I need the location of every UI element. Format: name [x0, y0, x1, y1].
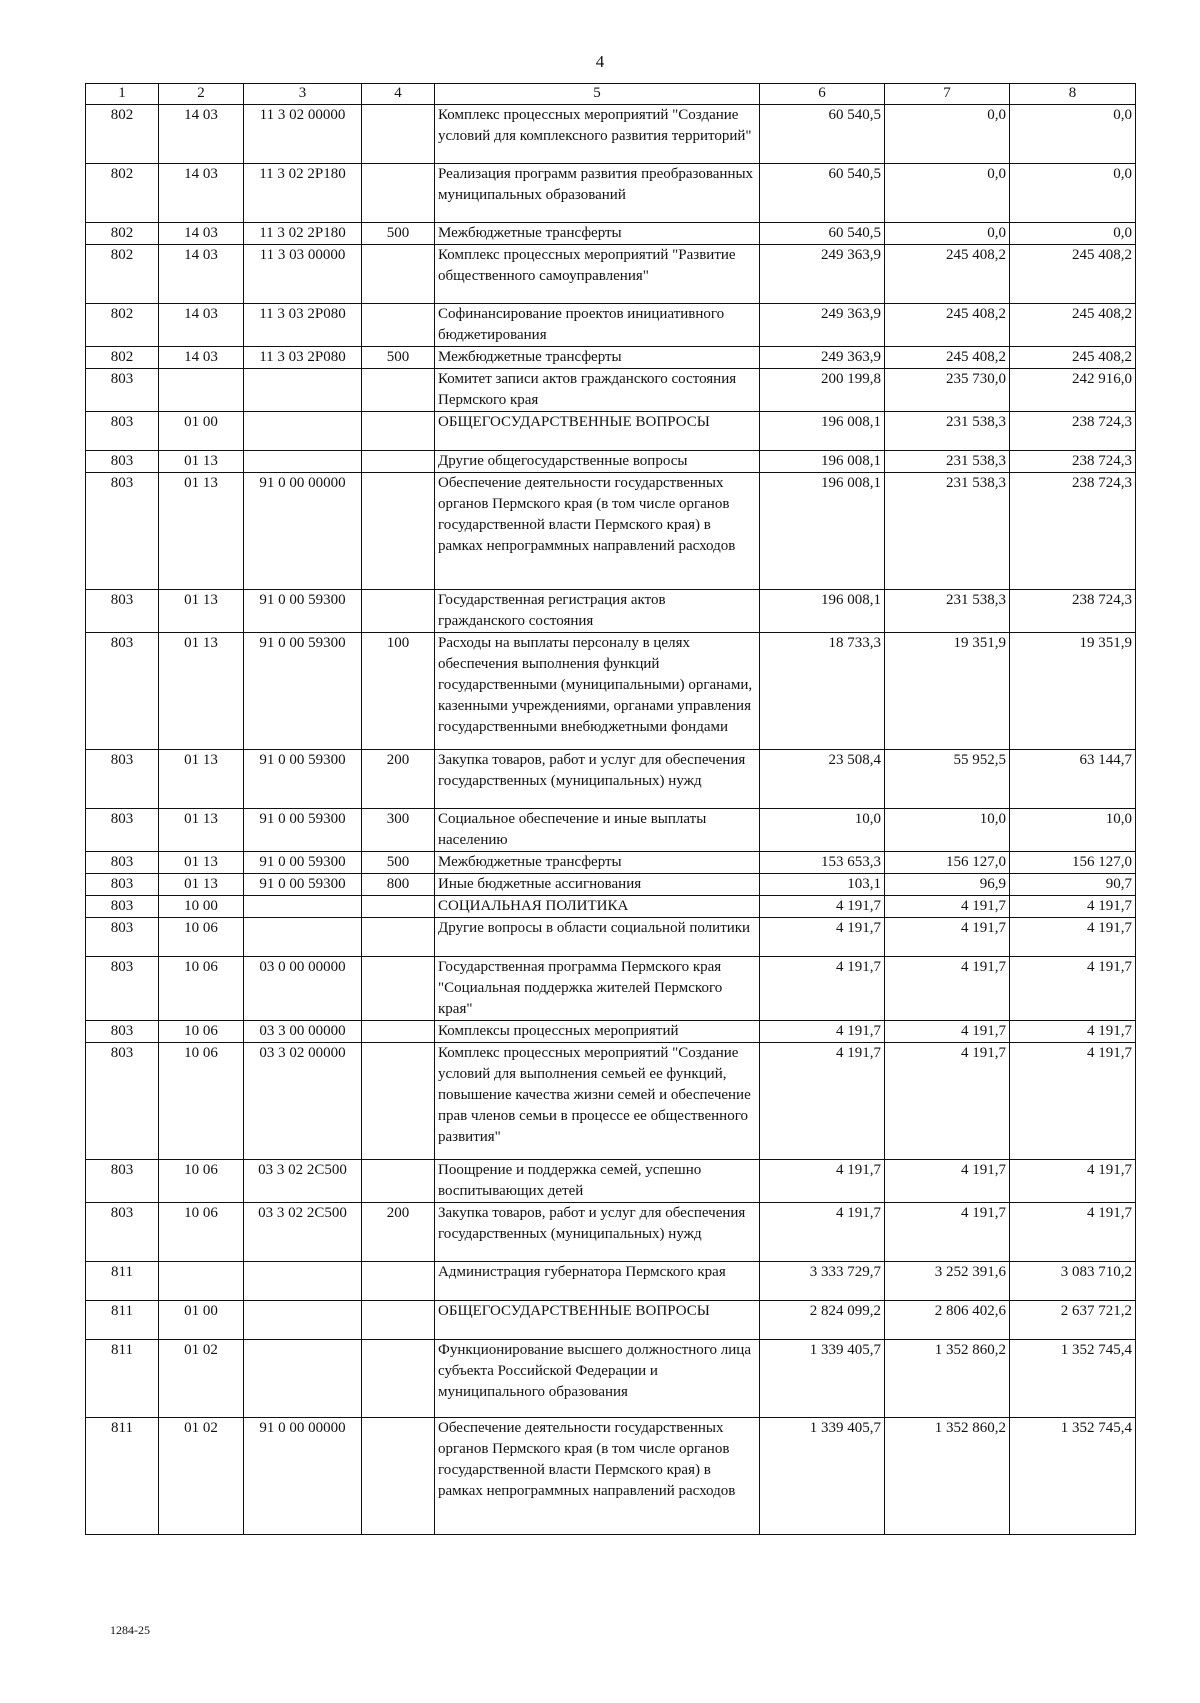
- cell-amount-col8: 4 191,7: [1010, 1021, 1136, 1043]
- cell-amount-col6: 60 540,5: [760, 105, 885, 164]
- cell-amount-col6: 4 191,7: [760, 918, 885, 957]
- cell-amount-col7: 245 408,2: [885, 304, 1010, 347]
- cell-target-article: 11 3 03 2P080: [244, 304, 362, 347]
- cell-expense-type: [362, 1340, 435, 1418]
- cell-amount-col6: 10,0: [760, 809, 885, 852]
- table-row: [86, 164, 1136, 223]
- cell-expense-type: [362, 105, 435, 164]
- cell-ministry-code: 803: [86, 412, 159, 451]
- cell-section-code: [159, 369, 244, 412]
- cell-section-code: 10 06: [159, 1021, 244, 1043]
- cell-amount-col8: 242 916,0: [1010, 369, 1136, 412]
- cell-expense-type: [362, 1418, 435, 1535]
- cell-target-article: 11 3 03 2P080: [244, 347, 362, 369]
- cell-ministry-code: 803: [86, 1021, 159, 1043]
- cell-ministry-code: 802: [86, 245, 159, 304]
- cell-section-code: 01 13: [159, 852, 244, 874]
- cell-expense-type: [362, 369, 435, 412]
- cell-section-code: [159, 1262, 244, 1301]
- cell-amount-col8: 4 191,7: [1010, 1043, 1136, 1160]
- table-row: [86, 473, 1136, 590]
- cell-amount-col7: 0,0: [885, 164, 1010, 223]
- cell-section-code: 14 03: [159, 304, 244, 347]
- cell-target-article: 91 0 00 00000: [244, 473, 362, 590]
- cell-expense-type: [362, 412, 435, 451]
- cell-section-code: 14 03: [159, 105, 244, 164]
- cell-ministry-code: 802: [86, 164, 159, 223]
- cell-ministry-code: 811: [86, 1340, 159, 1418]
- cell-ministry-code: 803: [86, 750, 159, 809]
- cell-amount-col6: 4 191,7: [760, 1043, 885, 1160]
- cell-description: Комплекс процессных мероприятий "Развитие общественного самоуправления": [435, 245, 760, 304]
- cell-amount-col8: 2 637 721,2: [1010, 1301, 1136, 1340]
- cell-description: Реализация программ развития преобразованных муниципальных образований: [435, 164, 760, 223]
- table-row: [86, 1262, 1136, 1301]
- header-row: [86, 84, 1136, 105]
- cell-amount-col7: 19 351,9: [885, 633, 1010, 750]
- cell-amount-col8: 156 127,0: [1010, 852, 1136, 874]
- table-row: [86, 896, 1136, 918]
- cell-section-code: 01 02: [159, 1418, 244, 1535]
- table-row: [86, 245, 1136, 304]
- cell-amount-col8: 10,0: [1010, 809, 1136, 852]
- cell-target-article: 91 0 00 59300: [244, 852, 362, 874]
- cell-amount-col8: 4 191,7: [1010, 1203, 1136, 1262]
- cell-expense-type: [362, 451, 435, 473]
- cell-target-article: [244, 918, 362, 957]
- cell-amount-col7: 235 730,0: [885, 369, 1010, 412]
- cell-amount-col7: 4 191,7: [885, 896, 1010, 918]
- cell-amount-col8: 238 724,3: [1010, 412, 1136, 451]
- cell-amount-col6: 196 008,1: [760, 590, 885, 633]
- table-row: [86, 451, 1136, 473]
- cell-amount-col6: 2 824 099,2: [760, 1301, 885, 1340]
- cell-amount-col6: 249 363,9: [760, 347, 885, 369]
- cell-section-code: 01 13: [159, 633, 244, 750]
- cell-amount-col7: 245 408,2: [885, 245, 1010, 304]
- header-cell-3: 3: [244, 84, 362, 105]
- table-row: [86, 1160, 1136, 1203]
- cell-amount-col8: 4 191,7: [1010, 896, 1136, 918]
- cell-description: Межбюджетные трансферты: [435, 347, 760, 369]
- cell-amount-col8: 245 408,2: [1010, 347, 1136, 369]
- cell-description: Другие вопросы в области социальной политики: [435, 918, 760, 957]
- cell-expense-type: 200: [362, 1203, 435, 1262]
- cell-target-article: 11 3 02 2P180: [244, 164, 362, 223]
- cell-amount-col6: 1 339 405,7: [760, 1340, 885, 1418]
- cell-description: Комитет записи актов гражданского состояния Пермского края: [435, 369, 760, 412]
- cell-description: Поощрение и поддержка семей, успешно воспитывающих детей: [435, 1160, 760, 1203]
- cell-target-article: 91 0 00 59300: [244, 750, 362, 809]
- cell-section-code: 10 06: [159, 1160, 244, 1203]
- cell-target-article: 11 3 02 2P180: [244, 223, 362, 245]
- cell-amount-col7: 55 952,5: [885, 750, 1010, 809]
- cell-expense-type: 500: [362, 223, 435, 245]
- cell-amount-col8: 245 408,2: [1010, 304, 1136, 347]
- cell-description: ОБЩЕГОСУДАРСТВЕННЫЕ ВОПРОСЫ: [435, 412, 760, 451]
- table-row: [86, 590, 1136, 633]
- cell-amount-col8: 0,0: [1010, 223, 1136, 245]
- cell-amount-col8: 238 724,3: [1010, 473, 1136, 590]
- table-row: [86, 347, 1136, 369]
- cell-target-article: [244, 451, 362, 473]
- cell-ministry-code: 803: [86, 369, 159, 412]
- cell-description: Другие общегосударственные вопросы: [435, 451, 760, 473]
- cell-amount-col8: 63 144,7: [1010, 750, 1136, 809]
- cell-amount-col7: 231 538,3: [885, 412, 1010, 451]
- cell-expense-type: [362, 1160, 435, 1203]
- cell-target-article: 91 0 00 59300: [244, 874, 362, 896]
- cell-ministry-code: 803: [86, 633, 159, 750]
- cell-target-article: [244, 369, 362, 412]
- cell-amount-col6: 196 008,1: [760, 473, 885, 590]
- cell-target-article: [244, 1301, 362, 1340]
- table-row: [86, 918, 1136, 957]
- cell-description: Государственная регистрация актов гражданского состояния: [435, 590, 760, 633]
- cell-section-code: 10 06: [159, 957, 244, 1021]
- cell-description: Закупка товаров, работ и услуг для обеспечения государственных (муниципальных) нужд: [435, 750, 760, 809]
- cell-section-code: 14 03: [159, 164, 244, 223]
- cell-expense-type: [362, 1262, 435, 1301]
- cell-target-article: 91 0 00 00000: [244, 1418, 362, 1535]
- cell-description: Софинансирование проектов инициативного бюджетирования: [435, 304, 760, 347]
- cell-ministry-code: 803: [86, 896, 159, 918]
- cell-ministry-code: 803: [86, 852, 159, 874]
- header-cell-7: 7: [885, 84, 1010, 105]
- cell-expense-type: [362, 304, 435, 347]
- cell-target-article: [244, 896, 362, 918]
- cell-target-article: 91 0 00 59300: [244, 809, 362, 852]
- cell-description: Иные бюджетные ассигнования: [435, 874, 760, 896]
- cell-description: Государственная программа Пермского края "Социальная поддержка жителей Пермского края": [435, 957, 760, 1021]
- cell-description: Межбюджетные трансферты: [435, 852, 760, 874]
- cell-amount-col7: 1 352 860,2: [885, 1418, 1010, 1535]
- cell-amount-col7: 2 806 402,6: [885, 1301, 1010, 1340]
- cell-amount-col6: 4 191,7: [760, 896, 885, 918]
- cell-amount-col6: 3 333 729,7: [760, 1262, 885, 1301]
- cell-target-article: 91 0 00 59300: [244, 633, 362, 750]
- cell-amount-col6: 60 540,5: [760, 223, 885, 245]
- table-body: [86, 105, 1136, 1535]
- cell-amount-col7: 10,0: [885, 809, 1010, 852]
- cell-section-code: 01 13: [159, 809, 244, 852]
- cell-amount-col8: 4 191,7: [1010, 957, 1136, 1021]
- cell-description: Расходы на выплаты персоналу в целях обеспечения выполнения функций государственными (муниципальными) органами, казенными учреждениями, органами управления государственными внебюджетными фондами: [435, 633, 760, 750]
- cell-expense-type: [362, 918, 435, 957]
- cell-amount-col8: 4 191,7: [1010, 918, 1136, 957]
- cell-description: ОБЩЕГОСУДАРСТВЕННЫЕ ВОПРОСЫ: [435, 1301, 760, 1340]
- cell-section-code: 14 03: [159, 245, 244, 304]
- cell-description: Межбюджетные трансферты: [435, 223, 760, 245]
- cell-amount-col8: 1 352 745,4: [1010, 1340, 1136, 1418]
- cell-amount-col7: 4 191,7: [885, 1043, 1010, 1160]
- cell-amount-col8: 245 408,2: [1010, 245, 1136, 304]
- cell-description: Комплексы процессных мероприятий: [435, 1021, 760, 1043]
- cell-expense-type: 500: [362, 347, 435, 369]
- cell-description: Комплекс процессных мероприятий "Создание условий для комплексного развития территорий": [435, 105, 760, 164]
- cell-amount-col8: 0,0: [1010, 164, 1136, 223]
- cell-amount-col8: 19 351,9: [1010, 633, 1136, 750]
- cell-amount-col7: 4 191,7: [885, 918, 1010, 957]
- cell-target-article: 11 3 03 00000: [244, 245, 362, 304]
- cell-expense-type: [362, 164, 435, 223]
- cell-expense-type: [362, 1021, 435, 1043]
- cell-amount-col6: 4 191,7: [760, 1160, 885, 1203]
- header-cell-5: 5: [435, 84, 760, 105]
- cell-target-article: 03 3 02 2C500: [244, 1160, 362, 1203]
- cell-amount-col7: 4 191,7: [885, 957, 1010, 1021]
- budget-table: [85, 83, 1136, 1535]
- cell-amount-col6: 23 508,4: [760, 750, 885, 809]
- cell-section-code: 01 13: [159, 451, 244, 473]
- table-row: [86, 750, 1136, 809]
- cell-target-article: [244, 1262, 362, 1301]
- cell-amount-col6: 60 540,5: [760, 164, 885, 223]
- header-cell-2: 2: [159, 84, 244, 105]
- cell-ministry-code: 803: [86, 1160, 159, 1203]
- cell-section-code: 01 13: [159, 590, 244, 633]
- cell-ministry-code: 803: [86, 1203, 159, 1262]
- cell-amount-col8: 4 191,7: [1010, 1160, 1136, 1203]
- cell-description: Социальное обеспечение и иные выплаты населению: [435, 809, 760, 852]
- cell-ministry-code: 803: [86, 809, 159, 852]
- cell-target-article: 91 0 00 59300: [244, 590, 362, 633]
- cell-ministry-code: 803: [86, 473, 159, 590]
- cell-section-code: 01 13: [159, 874, 244, 896]
- cell-amount-col6: 4 191,7: [760, 1021, 885, 1043]
- cell-description: Обеспечение деятельности государственных органов Пермского края (в том числе органов государственной власти Пермского края) в рамках непрограммных направлений расходов: [435, 1418, 760, 1535]
- cell-section-code: 10 06: [159, 1203, 244, 1262]
- cell-amount-col7: 0,0: [885, 105, 1010, 164]
- cell-amount-col6: 4 191,7: [760, 957, 885, 1021]
- cell-expense-type: 100: [362, 633, 435, 750]
- cell-amount-col6: 249 363,9: [760, 245, 885, 304]
- cell-expense-type: [362, 473, 435, 590]
- cell-amount-col6: 200 199,8: [760, 369, 885, 412]
- table-row: [86, 874, 1136, 896]
- cell-amount-col6: 18 733,3: [760, 633, 885, 750]
- table-row: [86, 1418, 1136, 1535]
- table-row: [86, 633, 1136, 750]
- cell-section-code: 10 06: [159, 918, 244, 957]
- table-row: [86, 809, 1136, 852]
- cell-ministry-code: 811: [86, 1262, 159, 1301]
- cell-amount-col6: 249 363,9: [760, 304, 885, 347]
- cell-expense-type: [362, 1043, 435, 1160]
- cell-amount-col6: 103,1: [760, 874, 885, 896]
- cell-amount-col7: 1 352 860,2: [885, 1340, 1010, 1418]
- cell-amount-col8: 238 724,3: [1010, 590, 1136, 633]
- page-number: 4: [595, 52, 605, 71]
- cell-amount-col7: 231 538,3: [885, 590, 1010, 633]
- header-cell-1: 1: [86, 84, 159, 105]
- cell-section-code: 14 03: [159, 223, 244, 245]
- cell-target-article: 03 0 00 00000: [244, 957, 362, 1021]
- table-row: [86, 105, 1136, 164]
- cell-expense-type: [362, 1301, 435, 1340]
- cell-section-code: 01 02: [159, 1340, 244, 1418]
- cell-amount-col6: 1 339 405,7: [760, 1418, 885, 1535]
- cell-ministry-code: 803: [86, 1043, 159, 1160]
- cell-section-code: 01 00: [159, 412, 244, 451]
- cell-section-code: 10 00: [159, 896, 244, 918]
- cell-amount-col6: 153 653,3: [760, 852, 885, 874]
- cell-section-code: 14 03: [159, 347, 244, 369]
- cell-section-code: 10 06: [159, 1043, 244, 1160]
- cell-amount-col7: 245 408,2: [885, 347, 1010, 369]
- cell-description: Закупка товаров, работ и услуг для обеспечения государственных (муниципальных) нужд: [435, 1203, 760, 1262]
- cell-amount-col7: 4 191,7: [885, 1160, 1010, 1203]
- cell-amount-col8: 1 352 745,4: [1010, 1418, 1136, 1535]
- document-code: 1284-25: [110, 1623, 150, 1637]
- cell-section-code: 01 13: [159, 750, 244, 809]
- cell-ministry-code: 811: [86, 1418, 159, 1535]
- cell-expense-type: [362, 896, 435, 918]
- header-cell-8: 8: [1010, 84, 1136, 105]
- cell-amount-col7: 3 252 391,6: [885, 1262, 1010, 1301]
- cell-amount-col8: 90,7: [1010, 874, 1136, 896]
- cell-ministry-code: 803: [86, 451, 159, 473]
- table-row: [86, 852, 1136, 874]
- cell-amount-col8: 0,0: [1010, 105, 1136, 164]
- cell-expense-type: 300: [362, 809, 435, 852]
- cell-expense-type: 800: [362, 874, 435, 896]
- cell-ministry-code: 803: [86, 874, 159, 896]
- cell-ministry-code: 803: [86, 957, 159, 1021]
- cell-description: Обеспечение деятельности государственных органов Пермского края (в том числе органов государственной власти Пермского края) в рамках непрограммных направлений расходов: [435, 473, 760, 590]
- cell-section-code: 01 13: [159, 473, 244, 590]
- cell-section-code: 01 00: [159, 1301, 244, 1340]
- table-row: [86, 1203, 1136, 1262]
- cell-ministry-code: 802: [86, 347, 159, 369]
- cell-target-article: 03 3 02 00000: [244, 1043, 362, 1160]
- cell-expense-type: [362, 957, 435, 1021]
- cell-amount-col7: 231 538,3: [885, 473, 1010, 590]
- table-row: [86, 369, 1136, 412]
- table-row: [86, 223, 1136, 245]
- cell-expense-type: [362, 590, 435, 633]
- cell-amount-col7: 231 538,3: [885, 451, 1010, 473]
- table-row: [86, 1021, 1136, 1043]
- header-cell-4: 4: [362, 84, 435, 105]
- cell-amount-col6: 196 008,1: [760, 412, 885, 451]
- cell-expense-type: [362, 245, 435, 304]
- cell-ministry-code: 803: [86, 590, 159, 633]
- cell-amount-col7: 4 191,7: [885, 1021, 1010, 1043]
- table-row: [86, 1043, 1136, 1160]
- cell-ministry-code: 802: [86, 105, 159, 164]
- table-row: [86, 957, 1136, 1021]
- cell-target-article: [244, 1340, 362, 1418]
- cell-ministry-code: 803: [86, 918, 159, 957]
- table-row: [86, 304, 1136, 347]
- cell-ministry-code: 802: [86, 304, 159, 347]
- table-row: [86, 1340, 1136, 1418]
- cell-amount-col6: 196 008,1: [760, 451, 885, 473]
- cell-amount-col7: 96,9: [885, 874, 1010, 896]
- cell-description: Администрация губернатора Пермского края: [435, 1262, 760, 1301]
- cell-amount-col6: 4 191,7: [760, 1203, 885, 1262]
- cell-amount-col7: 156 127,0: [885, 852, 1010, 874]
- cell-target-article: 03 3 02 2C500: [244, 1203, 362, 1262]
- cell-amount-col8: 3 083 710,2: [1010, 1262, 1136, 1301]
- cell-amount-col8: 238 724,3: [1010, 451, 1136, 473]
- cell-description: Комплекс процессных мероприятий "Создание условий для выполнения семьей ее функций, повышение качества жизни семей и обеспечение прав членов семьи в процессе ее общественного развития": [435, 1043, 760, 1160]
- header-cell-6: 6: [760, 84, 885, 105]
- cell-ministry-code: 811: [86, 1301, 159, 1340]
- cell-ministry-code: 802: [86, 223, 159, 245]
- cell-expense-type: 500: [362, 852, 435, 874]
- cell-target-article: 03 3 00 00000: [244, 1021, 362, 1043]
- cell-expense-type: 200: [362, 750, 435, 809]
- cell-target-article: [244, 412, 362, 451]
- table-row: [86, 1301, 1136, 1340]
- table-row: [86, 412, 1136, 451]
- cell-target-article: 11 3 02 00000: [244, 105, 362, 164]
- table-header: [86, 84, 1136, 105]
- cell-description: СОЦИАЛЬНАЯ ПОЛИТИКА: [435, 896, 760, 918]
- cell-amount-col7: 4 191,7: [885, 1203, 1010, 1262]
- cell-amount-col7: 0,0: [885, 223, 1010, 245]
- cell-description: Функционирование высшего должностного лица субъекта Российской Федерации и муниципального образования: [435, 1340, 760, 1418]
